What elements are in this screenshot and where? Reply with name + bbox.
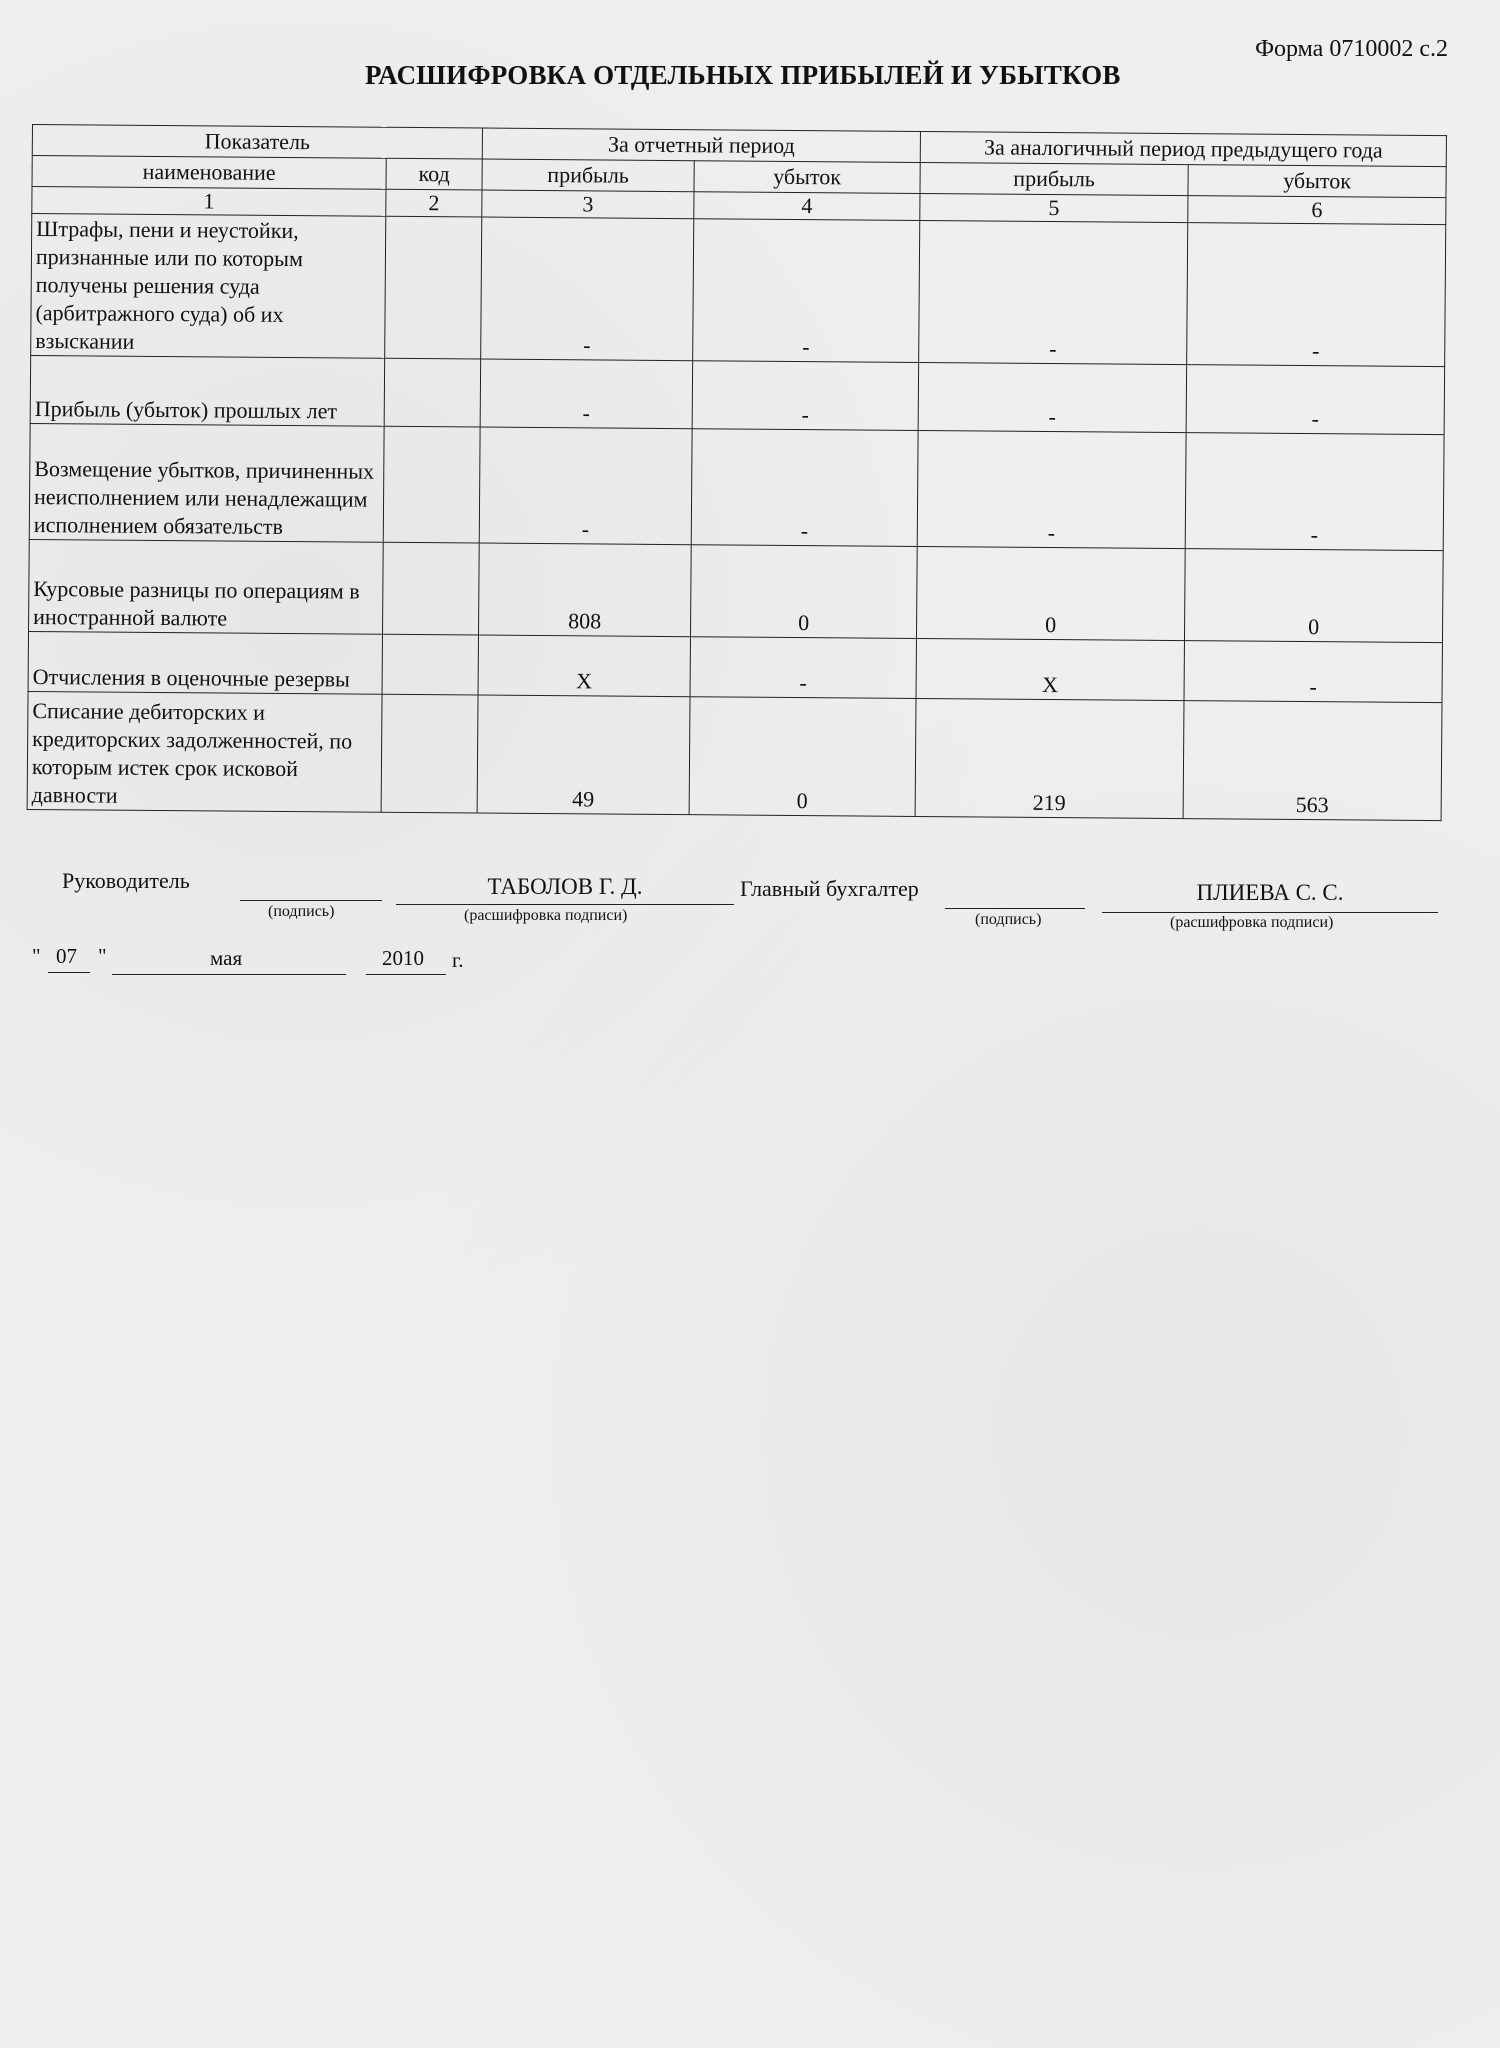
header-current-profit: прибыль bbox=[482, 159, 694, 192]
row-value: 0 bbox=[689, 697, 916, 817]
row-name: Штрафы, пени и неустойки, признанные или по которым получены решения суда (арбитражного суда) об их взыскании bbox=[31, 214, 386, 359]
document-title: РАСШИФРОВКА ОТДЕЛЬНЫХ ПРИБЫЛЕЙ И УБЫТКОВ bbox=[365, 60, 1121, 90]
row-value: - bbox=[692, 361, 919, 431]
row-name: Возмещение убытков, причиненных неисполнением или ненадлежащим исполнением обязательств bbox=[29, 423, 384, 542]
column-number: 2 bbox=[386, 189, 482, 217]
head-signature-caption: (подпись) bbox=[268, 903, 335, 920]
header-indicator: Показатель bbox=[32, 125, 482, 160]
chief-accountant-name: ПЛИЕВА С. С. bbox=[1196, 880, 1344, 905]
row-value: 219 bbox=[915, 698, 1184, 818]
column-number: 3 bbox=[482, 190, 694, 219]
row-value: 563 bbox=[1183, 701, 1442, 821]
row-value: - bbox=[691, 429, 918, 547]
header-current-period: За отчетный период bbox=[482, 128, 920, 162]
date-suffix: г. bbox=[452, 948, 464, 972]
row-code bbox=[385, 216, 482, 359]
row-value: 0 bbox=[691, 545, 918, 639]
row-value: - bbox=[1184, 641, 1442, 703]
row-value: 808 bbox=[479, 543, 692, 637]
chief-accountant-decode-caption: (расшифровка подписи) bbox=[1170, 914, 1334, 931]
row-value: - bbox=[917, 430, 1186, 548]
row-value: - bbox=[479, 427, 692, 545]
date-month: мая bbox=[210, 946, 243, 970]
head-decode-line bbox=[396, 878, 734, 905]
header-code: код bbox=[386, 158, 482, 190]
table-row bbox=[29, 539, 1444, 642]
row-name: Отчисления в оценочные резервы bbox=[28, 631, 382, 694]
header-prev-loss: убыток bbox=[1188, 165, 1446, 198]
row-value: X bbox=[916, 638, 1184, 700]
chief-accountant-signature-line bbox=[945, 884, 1085, 909]
table-row bbox=[29, 423, 1444, 550]
table-row bbox=[28, 631, 1442, 702]
row-value: 0 bbox=[917, 546, 1186, 640]
row-code bbox=[384, 358, 481, 427]
head-name: ТАБОЛОВ Г. Д. bbox=[487, 874, 643, 899]
row-value: - bbox=[1187, 223, 1446, 367]
profits-losses-table bbox=[27, 124, 1447, 821]
row-value: - bbox=[481, 217, 694, 361]
date-year: 2010 bbox=[382, 946, 424, 970]
header-name: наименование bbox=[32, 156, 386, 190]
row-name: Списание дебиторских и кредиторских задолженностей, по которым истек срок исковой давности bbox=[27, 691, 382, 812]
column-number: 4 bbox=[694, 192, 920, 221]
header-prev-period: За аналогичный период предыдущего года bbox=[920, 131, 1446, 166]
row-code bbox=[383, 426, 480, 543]
head-decode-caption: (расшифровка подписи) bbox=[464, 907, 628, 924]
row-code bbox=[382, 634, 478, 695]
column-number: 5 bbox=[920, 193, 1188, 222]
column-number: 1 bbox=[32, 187, 386, 217]
row-value: - bbox=[919, 220, 1188, 364]
head-signature-line bbox=[240, 876, 382, 901]
row-code bbox=[383, 542, 480, 635]
row-value: - bbox=[693, 219, 920, 363]
header-current-loss: убыток bbox=[694, 161, 920, 194]
date-open-quote: " bbox=[32, 944, 41, 968]
form-id: Форма 0710002 с.2 bbox=[1255, 36, 1448, 62]
chief-accountant-signature-caption: (подпись) bbox=[975, 911, 1042, 928]
date-day: 07 bbox=[56, 944, 77, 968]
row-value: X bbox=[478, 635, 690, 697]
head-label: Руководитель bbox=[62, 868, 190, 893]
date-close-quote: " bbox=[98, 944, 107, 968]
row-name: Курсовые разницы по операциям в иностранной валюте bbox=[29, 539, 384, 634]
row-value: 0 bbox=[1185, 549, 1444, 643]
table-row bbox=[31, 214, 1446, 367]
table-row bbox=[30, 355, 1445, 434]
row-value: 49 bbox=[477, 695, 690, 815]
row-code bbox=[381, 694, 478, 813]
row-value: - bbox=[690, 637, 916, 699]
column-number: 6 bbox=[1188, 196, 1446, 225]
row-name: Прибыль (убыток) прошлых лет bbox=[30, 355, 385, 426]
row-value: - bbox=[1185, 433, 1444, 551]
chief-accountant-label: Главный бухгалтер bbox=[740, 876, 919, 901]
chief-accountant-decode-line bbox=[1102, 886, 1438, 913]
row-value: - bbox=[480, 359, 693, 429]
table-row bbox=[27, 691, 1442, 820]
row-value: - bbox=[918, 362, 1187, 432]
header-prev-profit: прибыль bbox=[920, 162, 1188, 195]
row-value: - bbox=[1186, 365, 1445, 435]
